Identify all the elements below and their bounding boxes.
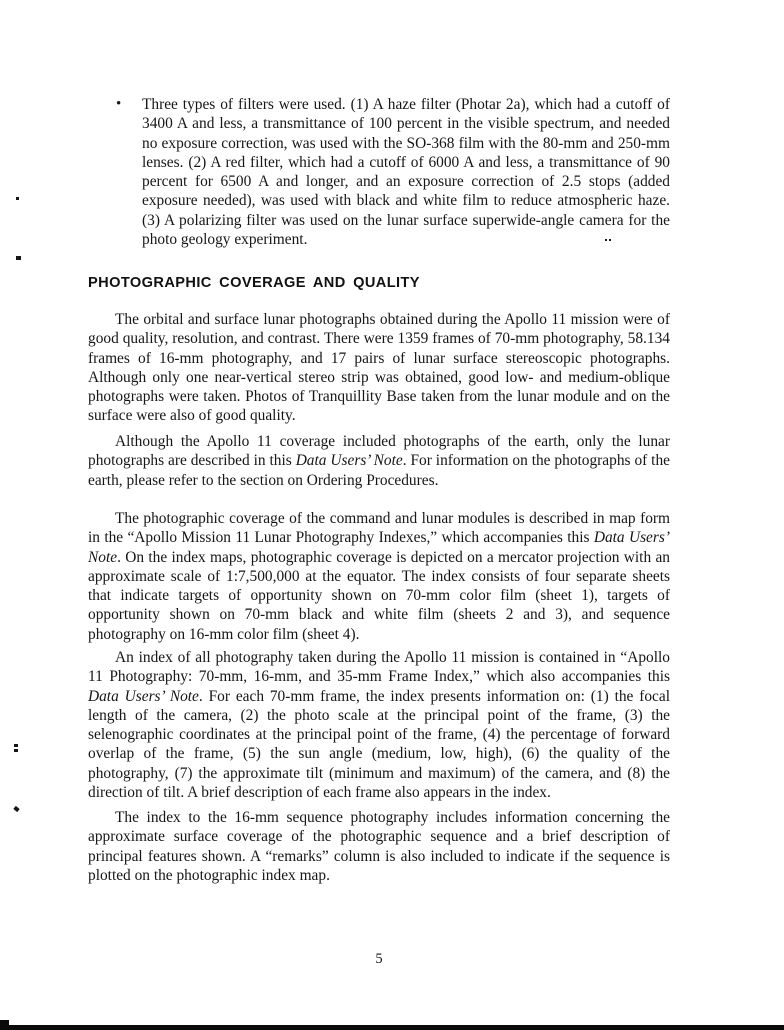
paragraph: [88, 310, 670, 426]
bullet-item-text: Three types of filters were used. (1) A haze filter (Photar 2a), which had a cutoff of 3400 A and less, a transmittance of 100 percent in the visible spectrum, and needed no exposure correction, was used with the SO-368 film with the 80-mm and 250-mm lenses. (2) A red filter, which had a cutoff of 6000 A and less, a transmittance of 90 percent for 6500 A and longer, and an exposure correction of 2.5 stops (added exposure needed), was used with black and white film to reduce atmospheric haze. (3) A polarizing filter was used on the lunar surface superwide-angle camera for the photo geology experiment.: [142, 96, 670, 249]
paragraph: [88, 509, 670, 644]
scan-artifact: [13, 806, 19, 812]
paragraph-text: The orbital and surface lunar photographs obtained during the Apollo 11 mission were of good quality, resolution, and contrast. There were 1359 frames of 70-mm photography, 58.134 frames of 16-mm photography, and 17 pairs of lunar surface stereoscopic photographs. Although only one near-vertical stereo strip was obtained, good low- and medium-oblique photographs were taken. Photos of Tranquillity Base taken from the lunar module and on the surface were also of good quality.: [88, 311, 670, 425]
paragraph-text: The photographic coverage of the command and lunar modules is described in map form in the “Apollo Mission 11 Lunar Photography Indexes,” which accompanies this: [88, 510, 670, 547]
bullet-list-item: [116, 95, 670, 249]
scan-artifact: [16, 197, 19, 200]
paragraph-text: . On the index maps, photographic coverage is depicted on a mercator projection with an approximate scale of 1:7,500,000 at the equator. The index consists of four separate sheets that indicate targets of opportunity shown on 70-mm color film (sheet 1), targets of opportunity shown on 70-mm black and white film (sheets 2 and 3), and sequence photography on 16-mm color film (sheet 4).: [88, 548, 670, 643]
paragraph: [88, 648, 670, 802]
scan-artifact: [605, 239, 607, 241]
paragraph-text: Although the Apollo 11 coverage included photographs of the earth, only the lunar photographs are described in this: [88, 433, 670, 470]
scan-artifact: [14, 749, 18, 752]
section-heading: PHOTOGRAPHIC COVERAGE AND QUALITY: [88, 275, 420, 291]
italic-title-text: Data Users’ Note: [295, 452, 403, 470]
scan-artifact: [609, 239, 611, 241]
italic-title-text: Data Users’ Note: [88, 687, 199, 705]
scan-artifact: [16, 256, 21, 260]
scan-edge-bar: [0, 1025, 784, 1030]
paragraph-text: . For each 70-mm frame, the index presents information on: (1) the focal length of the camera, (2) the photo scale at the principal point of the frame, (3) the selenographic coordinates at the principal point of the frame, (4) the percentage of forward overlap of the frame, (5) the sun angle (medium, low, high), (6) the quality of the photography, (7) the approximate tilt (minimum and maximum) of the camera, and (8) the direction of tilt. A brief description of each frame also appears in the index.: [88, 687, 670, 802]
paragraph-text: The index to the 16-mm sequence photography includes information concerning the approximate surface coverage of the photographic sequence and a brief description of principal features shown. A “remarks” column is also included to indicate if the sequence is plotted on the photographic index map.: [88, 809, 670, 884]
italic-title-text: Data Users’ Note: [88, 529, 670, 566]
page-number: 5: [375, 951, 383, 967]
scan-artifact: [14, 744, 18, 747]
bullet-icon: •: [116, 96, 122, 112]
paragraph: [88, 432, 670, 490]
paragraph-text: . For information on the photographs of the earth, please refer to the section on Ordering Procedures.: [88, 452, 670, 489]
paragraph-text: An index of all photography taken during the Apollo 11 mission is contained in “Apollo 11 Photography: 70-mm, 16-mm, and 35-mm Frame Index,” which also accompanies this: [88, 649, 670, 686]
paragraph: [88, 808, 670, 885]
scan-edge-bar-knob: [0, 1020, 9, 1030]
